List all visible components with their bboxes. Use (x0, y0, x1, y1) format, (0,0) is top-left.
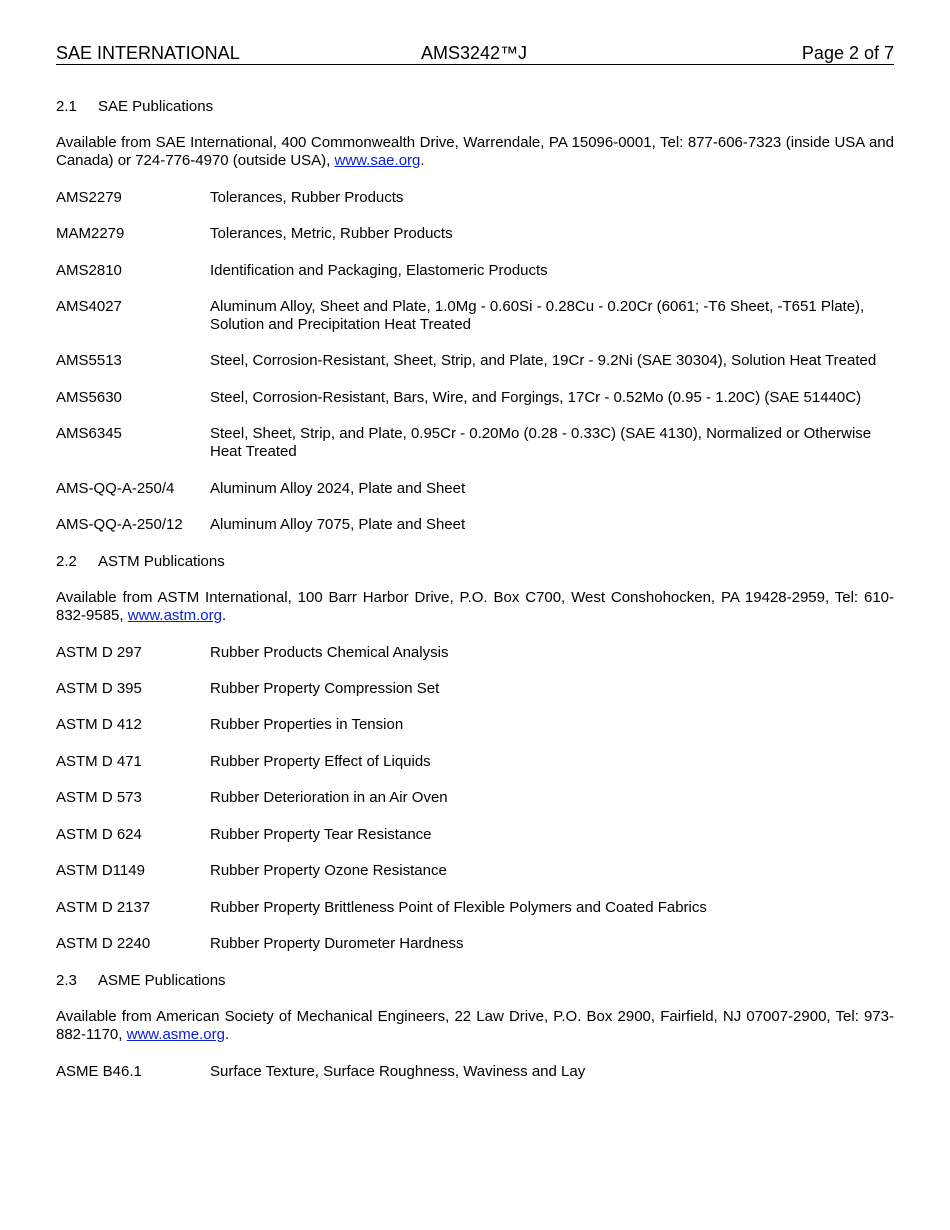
reference-code: ASTM D 573 (56, 789, 142, 806)
reference-code: AMS5630 (56, 389, 122, 406)
reference-title: Surface Texture, Surface Roughness, Waviness and Lay (210, 1063, 586, 1080)
reference-title: Aluminum Alloy 7075, Plate and Sheet (210, 516, 466, 533)
reference-title: Steel, Corrosion-Resistant, Sheet, Strip, and Plate, 19Cr - 9.2Ni (SAE 30304), Solution Heat Treated (210, 352, 877, 369)
reference-title: Tolerances, Rubber Products (210, 189, 404, 206)
availability-text: Available from SAE International, 400 Commonwealth Drive, Warrendale, PA 15096-0001, Tel: 877-606-7323 (inside USA and Canada) or 724-776-4970 (outside USA), (56, 134, 894, 169)
period: . (420, 152, 425, 169)
astm-link[interactable]: www.astm.org (127, 607, 222, 624)
section-heading-2-1 (56, 98, 894, 116)
reference-code: ASTM D 395 (56, 680, 142, 697)
reference-code: AMS2810 (56, 262, 122, 279)
asme-link[interactable]: www.asme.org (126, 1026, 225, 1043)
reference-code: ASTM D 412 (56, 716, 142, 733)
reference-code: ASTM D 297 (56, 644, 142, 661)
availability-text: Available from American Society of Mechanical Engineers, 22 Law Drive, P.O. Box 2900, Fairfield, NJ 07007-2900, Tel: 973-882-1170, (56, 1008, 894, 1043)
reference-code: ASME B46.1 (56, 1063, 142, 1080)
reference-title: Aluminum Alloy, Sheet and Plate, 1.0Mg - 0.60Si - 0.28Cu - 0.20Cr (6061; -T6 Sheet, -T651 Plate), Solution and Precipitation Heat Treated (210, 298, 865, 333)
reference-title: Rubber Properties in Tension (210, 716, 404, 733)
reference-code: MAM2279 (56, 225, 125, 242)
reference-title: Rubber Property Effect of Liquids (210, 753, 431, 770)
reference-title: Aluminum Alloy 2024, Plate and Sheet (210, 480, 466, 497)
reference-code: AMS6345 (56, 425, 122, 442)
section-number: 2.3 (56, 972, 77, 989)
section-title: SAE Publications (98, 98, 214, 115)
reference-title: Rubber Property Tear Resistance (210, 826, 432, 843)
availability-text: Available from ASTM International, 100 Barr Harbor Drive, P.O. Box C700, West Conshohocken, PA 19428-2959, Tel: 610-832-9585, (56, 589, 894, 624)
section-heading-2-2 (56, 553, 894, 571)
section-number: 2.1 (56, 98, 77, 115)
page-header (56, 43, 894, 65)
reference-code: ASTM D 2240 (56, 935, 151, 952)
reference-title: Rubber Products Chemical Analysis (210, 644, 449, 661)
header-page-number: Page 2 of 7 (801, 43, 894, 63)
reference-title: Steel, Corrosion-Resistant, Bars, Wire, and Forgings, 17Cr - 0.52Mo (0.95 - 1.20C) (SAE 51440C) (210, 389, 862, 406)
reference-code: AMS4027 (56, 298, 122, 315)
section-title: ASME Publications (98, 972, 226, 989)
reference-title: Identification and Packaging, Elastomeric Products (210, 262, 548, 279)
sae-link[interactable]: www.sae.org (334, 152, 421, 169)
reference-title: Rubber Property Brittleness Point of Flexible Polymers and Coated Fabrics (210, 899, 707, 916)
section-2-1-availability (56, 134, 894, 170)
section-2-2-availability (56, 589, 894, 625)
period: . (221, 607, 227, 624)
reference-title: Rubber Property Ozone Resistance (210, 862, 447, 879)
period: . (225, 1026, 230, 1043)
reference-title: Steel, Sheet, Strip, and Plate, 0.95Cr - 0.20Mo (0.28 - 0.33C) (SAE 4130), Normalized or Otherwise Heat Treated (210, 425, 872, 460)
header-doc-id: AMS3242™J (421, 43, 528, 63)
header-org: SAE INTERNATIONAL (56, 43, 240, 63)
section-2-3-availability (56, 1008, 894, 1044)
reference-code: AMS2279 (56, 189, 122, 206)
reference-code: AMS-QQ-A-250/4 (56, 480, 175, 497)
reference-title: Rubber Property Durometer Hardness (210, 935, 464, 952)
reference-code: ASTM D 624 (56, 826, 142, 843)
reference-code: AMS5513 (56, 352, 122, 369)
reference-code: ASTM D 471 (56, 753, 142, 770)
reference-title: Rubber Property Compression Set (210, 680, 440, 697)
reference-code: ASTM D 2137 (56, 899, 151, 916)
reference-code: ASTM D1149 (56, 862, 145, 879)
section-title: ASTM Publications (98, 553, 225, 570)
reference-title: Tolerances, Metric, Rubber Products (210, 225, 453, 242)
reference-title: Rubber Deterioration in an Air Oven (210, 789, 448, 806)
section-heading-2-3 (56, 972, 894, 990)
section-number: 2.2 (56, 553, 77, 570)
reference-code: AMS-QQ-A-250/12 (56, 516, 183, 533)
